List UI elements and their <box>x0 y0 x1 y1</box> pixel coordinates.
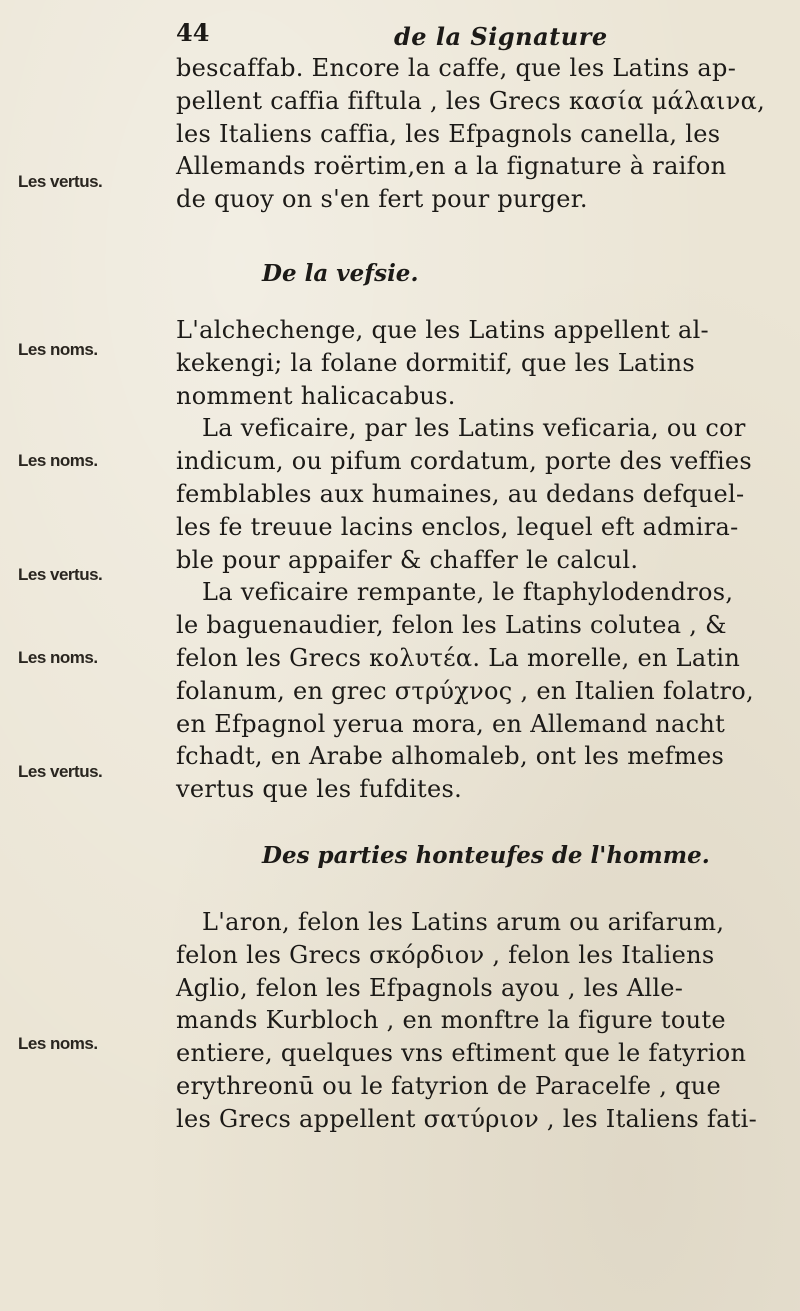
page-header <box>176 14 776 52</box>
text-line: en Efpagnol yerua mora, en Allemand nacht <box>176 709 726 738</box>
section-heading: Des parties honteufes de l'homme. <box>262 841 710 869</box>
text-line: de quoy on s'en fert pour purger. <box>176 185 588 214</box>
margin-note-noms: Les noms. <box>18 648 98 667</box>
spacer <box>176 302 788 314</box>
margin-notes <box>0 0 160 1311</box>
text-line: pellent caffia fiftula , les Grecs κασία μάλαινα, <box>176 86 766 115</box>
section-casse <box>176 52 788 216</box>
margin-note-noms: Les noms. <box>18 340 98 359</box>
section-vessie <box>176 314 788 806</box>
text-line: La veficaire rempante, le ftaphylodendros, <box>202 578 734 607</box>
text-line: erythreonū ou le fatyrion de Paracelfe , que <box>176 1071 721 1100</box>
text-line: femblables aux humaines, au dedans defquel- <box>176 479 745 508</box>
text-line: les fe treuue lacins enclos, lequel eft admira- <box>176 512 739 541</box>
running-head: de la Signature <box>394 22 608 51</box>
text-line: les Grecs appellent σατύριον , les Italiens fati- <box>176 1104 758 1133</box>
text-line: vertus que les fufdites. <box>176 775 463 804</box>
page-number: 44 <box>176 18 210 47</box>
text-line: folanum, en grec στρύχνος , en Italien folatro, <box>176 676 754 705</box>
text-line: indicum, ou pifum cordatum, porte des veffies <box>176 447 753 476</box>
text-line: ble pour appaifer & chaffer le calcul. <box>176 545 639 574</box>
text-line: Aglio, felon les Efpagnols ayou , les Alle- <box>176 973 684 1002</box>
text-line: mands Kurbloch , en monftre la figure toute <box>176 1006 726 1035</box>
margin-note-vertus: Les vertus. <box>18 762 103 781</box>
section-parties <box>176 906 788 1136</box>
text-line: bescaffab. Encore la caffe, que les Latins ap- <box>176 54 737 82</box>
spacer <box>176 216 788 246</box>
body-text <box>176 52 788 1136</box>
margin-note-noms: Les noms. <box>18 451 98 470</box>
text-line: kekengi; la folane dormitif, que les Latins <box>176 348 695 377</box>
text-line: felon les Grecs σκόρδιον , felon les Italiens <box>176 940 715 969</box>
text-line: L'alchechenge, que les Latins appellent al- <box>176 315 709 344</box>
text-line: le baguenaudier, felon les Latins colutea , & <box>176 611 727 640</box>
text-line: fchadt, en Arabe alhomaleb, ont les mefmes <box>176 742 725 771</box>
margin-note-vertus: Les vertus. <box>18 565 103 584</box>
text-line: L'aron, felon les Latins arum ou arifarum, <box>202 907 725 936</box>
spacer <box>176 884 788 906</box>
margin-note-noms: Les noms. <box>18 1034 98 1053</box>
margin-note-vertus: Les vertus. <box>18 172 103 191</box>
spacer <box>176 806 788 828</box>
text-line: La veficaire, par les Latins veficaria, ou cor <box>202 414 746 443</box>
text-line: entiere, quelques vns eftiment que le fatyrion <box>176 1039 747 1068</box>
text-line: Allemands roërtim,en a la fignature à raifon <box>176 152 727 181</box>
text-line: les Italiens caffia, les Efpagnols canella, les <box>176 119 721 148</box>
section-heading: De la vefsie. <box>262 259 419 287</box>
text-line: nomment halicacabus. <box>176 381 456 410</box>
text-line: felon les Grecs κολυτέα. La morelle, en Latin <box>176 643 741 672</box>
